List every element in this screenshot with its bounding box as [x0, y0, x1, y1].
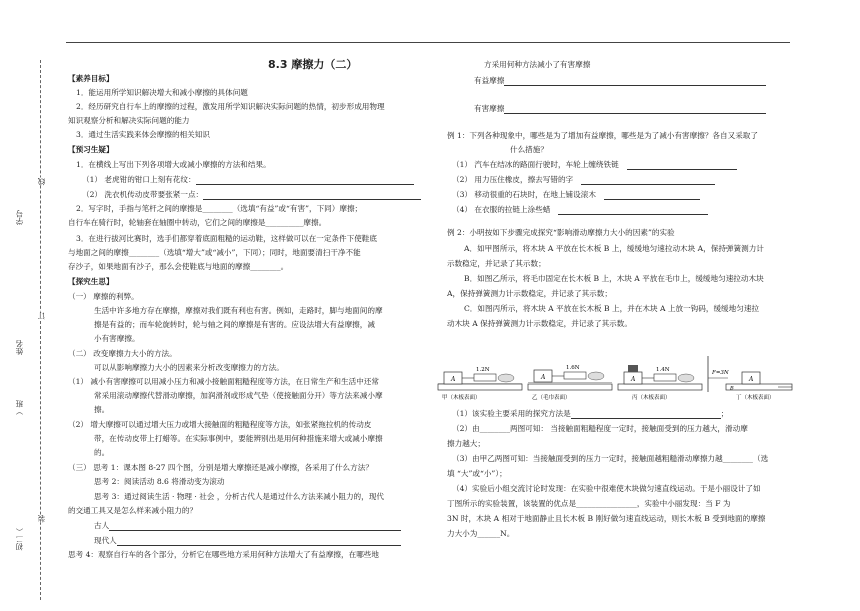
preview-3: 3．在进行拔河比赛时，选手们都穿着底面粗糙的运动鞋，这样做可以在一定条件下使鞋底 — [76, 234, 377, 243]
student-no-label: 学号 — [15, 210, 24, 225]
preview-3-cont: 与地面之间的摩擦________（选填“增大”或“减小”，下同）；同时，地面要清扫干净不能 — [68, 248, 361, 257]
sub-4-cont: 丁图所示的实验装置，该装置的优点是________________，实验中小丽发现：当 F 为 — [447, 499, 731, 508]
sub-2-cont: 擦力越大； — [447, 439, 485, 448]
increase-2c: 的。 — [94, 448, 110, 457]
name-label: 姓名 — [15, 340, 24, 355]
seal-char: 订 — [37, 312, 46, 320]
right-line-0: 方采用何种方法减小了有害摩擦 — [484, 60, 591, 69]
class-prefix-label: 初二（ — [15, 528, 24, 551]
ancient-line: 古人 — [94, 521, 401, 531]
step-c: C．如图丙所示，将木块 A 平放在长木板 B 上，并在木块 A 上放一钩码，缓缓地匀速拉 — [464, 304, 760, 313]
panel-yi — [528, 365, 612, 401]
preview-1: 1．在横线上写出下列各项增大或减小摩擦的方法和结果。 — [76, 160, 271, 169]
section-goals: 【素养目标】 — [68, 74, 114, 83]
label-jia: 甲（木板表面） — [442, 395, 481, 401]
bad-friction-line: 有害摩擦 — [474, 104, 766, 114]
preview-1b: （2） 洗衣机传动皮带要张紧一点： — [82, 190, 421, 200]
goal-2-cont: 知识观察分析和解决实际问题的能力 — [68, 116, 190, 125]
sub-1: （1）该实验主要采用的探究方法是 ； — [452, 409, 729, 418]
question-4: （4） 在衣服的拉链上涂些蜡 — [452, 205, 708, 215]
think-3-cont: 的交通工具又是怎么样来减小阻力的？ — [68, 506, 198, 515]
question-1: （1） 汽车在结冰的路面行驶时，车轮上缠绕铁链 — [452, 160, 737, 170]
explore-1a: 生活中许多地方存在摩擦，摩擦对我们既有利也有害。例如，走路时，脚与地面间的摩 — [94, 306, 383, 315]
class-suffix-label: ）班 — [15, 400, 24, 415]
reduce-1b: 常采用滚动摩擦代替滑动摩擦，加润滑剂或形成气垫（使接触面分开）等方法来减小摩 — [94, 391, 383, 400]
sub-2: （2）由________两图可知： 当接触面粗糙程度一定时，接触面受到的压力越大，滑动摩 — [452, 424, 748, 433]
sub-4-cont3: 力大小为______N。 — [447, 529, 515, 538]
sub-4: （4）实验后小组交流讨论时发现：在实验中很难使木块做匀速直线运动。于是小丽设计了如 — [452, 484, 761, 493]
label-ding: 丁（木板表面） — [736, 395, 775, 401]
step-b: B．如图乙所示，将毛巾固定在长木板 B 上，木块 A 平放在毛巾上，缓缓地匀速拉动木块 — [464, 274, 764, 283]
sub-3: （3）由甲乙两图可知：当接触面受到的压力一定时，接触面越粗糙滑动摩擦力越________（选 — [452, 454, 769, 463]
line-char: 线 — [37, 178, 46, 186]
step-c-cont: 动木块 A 保持弹簧测力计示数稳定，并记录了其示数。 — [447, 319, 632, 328]
force-ding: F=3N — [712, 370, 729, 376]
modern-line: 现代人 — [94, 536, 401, 546]
example-2: 例 2：小明按如下步骤完成探究“影响滑动摩擦力大小的因素”的实验 — [447, 228, 675, 237]
preview-2: 2．写字时，手指与笔杆之间的摩擦是________（选填“有益”或“有害”，下同）摩擦； — [76, 204, 363, 213]
sub-4-cont2: 3N 时，木块 A 相对于地面静止且长木板 B 刚好做匀速直线运动，则长木板 B 受到地面的摩擦 — [447, 514, 766, 523]
force-yi: 1.6N — [566, 365, 580, 371]
label-yi: 乙（毛巾表面） — [532, 395, 571, 401]
goal-3: 3．通过生活实践来体会摩擦的相关知识 — [76, 130, 210, 139]
block-a-ding: A — [749, 376, 754, 383]
force-bing: 1.4N — [656, 367, 670, 373]
good-friction-line: 有益摩擦 — [474, 76, 766, 86]
think-3: 思考 3：通过阅读生活 · 物理 · 社会 ，分析古代人是通过什么方法来减小阻力的，现代 — [94, 492, 384, 501]
goal-2: 2．经历研究自行车上的摩擦的过程，激发用所学知识解决实际问题的热情，初步形成用物理 — [76, 102, 385, 111]
increase-2b: 带，在传动皮带上打蜡等。在实际事例中，要能辨别出是用何种措施来增大或减小摩擦 — [94, 434, 383, 443]
block-a-bing: A — [631, 376, 636, 383]
example-1-cont: 什么措施？ — [510, 145, 548, 154]
step-a: A．如甲图所示，将木块 A 平放在长木板 B 上，缓缓地匀速拉动木块 A，保持弹簧测力计 — [464, 244, 764, 253]
goal-1: 1．能运用所学知识解决增大和减小摩擦的具体问题 — [76, 88, 248, 97]
question-2: （2） 用力压住橡皮，擦去写错的字 — [452, 175, 715, 185]
preview-3-cont2: 存沙子，如果地面有沙子，那么会使鞋底与地面的摩擦________。 — [68, 262, 289, 271]
reduce-1: （1） 减小有害摩擦可以用减小压力和减小接触面粗糙程度等方法，在日常生产和生活中还常 — [68, 377, 379, 386]
think-4: 思考 4：观察自行车的各个部分，分析它在哪些地方采用何种方法增大了有益摩擦，在哪些地 — [68, 550, 379, 559]
question-3: （3） 移动很重的石块时，在地上铺设滚木 — [452, 190, 700, 200]
example-1: 例 1：下列各种现象中，哪些是为了增加有益摩擦，哪些是为了减小有害摩擦？各自又采取了 — [447, 131, 758, 140]
explore-1c: 小有害摩擦。 — [94, 334, 140, 343]
experiment-figure — [436, 352, 796, 402]
section-preview: 【预习生疑】 — [68, 145, 114, 154]
explore-2: （二） 改变摩擦力大小的方法。 — [68, 349, 177, 358]
think-2: 思考 2：阅读活动 8.6 将滑动变为滚动 — [94, 477, 225, 486]
explore-1: （一） 摩擦的利弊。 — [68, 292, 139, 301]
panel-jia — [438, 367, 522, 401]
section-explore: 【探究生思】 — [68, 277, 114, 286]
panel-bing — [618, 365, 702, 401]
force-jia: 1.2N — [476, 367, 490, 373]
preview-1a: （1） 老虎钳的钳口上刻有花纹： — [82, 175, 414, 185]
header-rule — [66, 42, 790, 43]
think-1: （三） 思考 1：课本图 8-27 四个图，分别是增大摩擦还是减小摩擦，各采用了什么方法？ — [68, 463, 373, 472]
label-bing: 丙（木板表面） — [632, 395, 671, 401]
explore-2a: 可以从影响摩擦力大小的因素来分析改变摩擦力的方法。 — [94, 363, 284, 372]
reduce-1c: 擦。 — [94, 405, 110, 414]
block-a-yi: A — [541, 374, 546, 381]
board-b-ding: B — [730, 385, 734, 392]
sub-3-cont: 填 “大”或“小”）； — [447, 469, 507, 478]
increase-2: （2） 增大摩擦可以通过增大压力或增大接触面的粗糙程度等方法，如张紧拖拉机的传动皮 — [68, 420, 372, 429]
page-title: 8.3 摩擦力（二） — [268, 58, 358, 71]
block-a-jia: A — [451, 376, 456, 383]
step-b-cont: A，保持弹簧测力计示数稳定，并记录了其示数； — [447, 289, 612, 298]
panel-ding — [708, 356, 792, 401]
step-a-cont: 示数稳定，并记录了其示数； — [447, 259, 546, 268]
explore-1b: 擦是有益的；而车轮旋转时，轮与轴之间的摩擦是有害的。应设法增大有益摩擦，减 — [94, 320, 375, 329]
bind-char: 装 — [37, 515, 46, 523]
preview-2-cont: 自行车在骑行时，轮轴套在轴圈中转动，它们之间的摩擦是__________摩擦。 — [68, 218, 327, 227]
